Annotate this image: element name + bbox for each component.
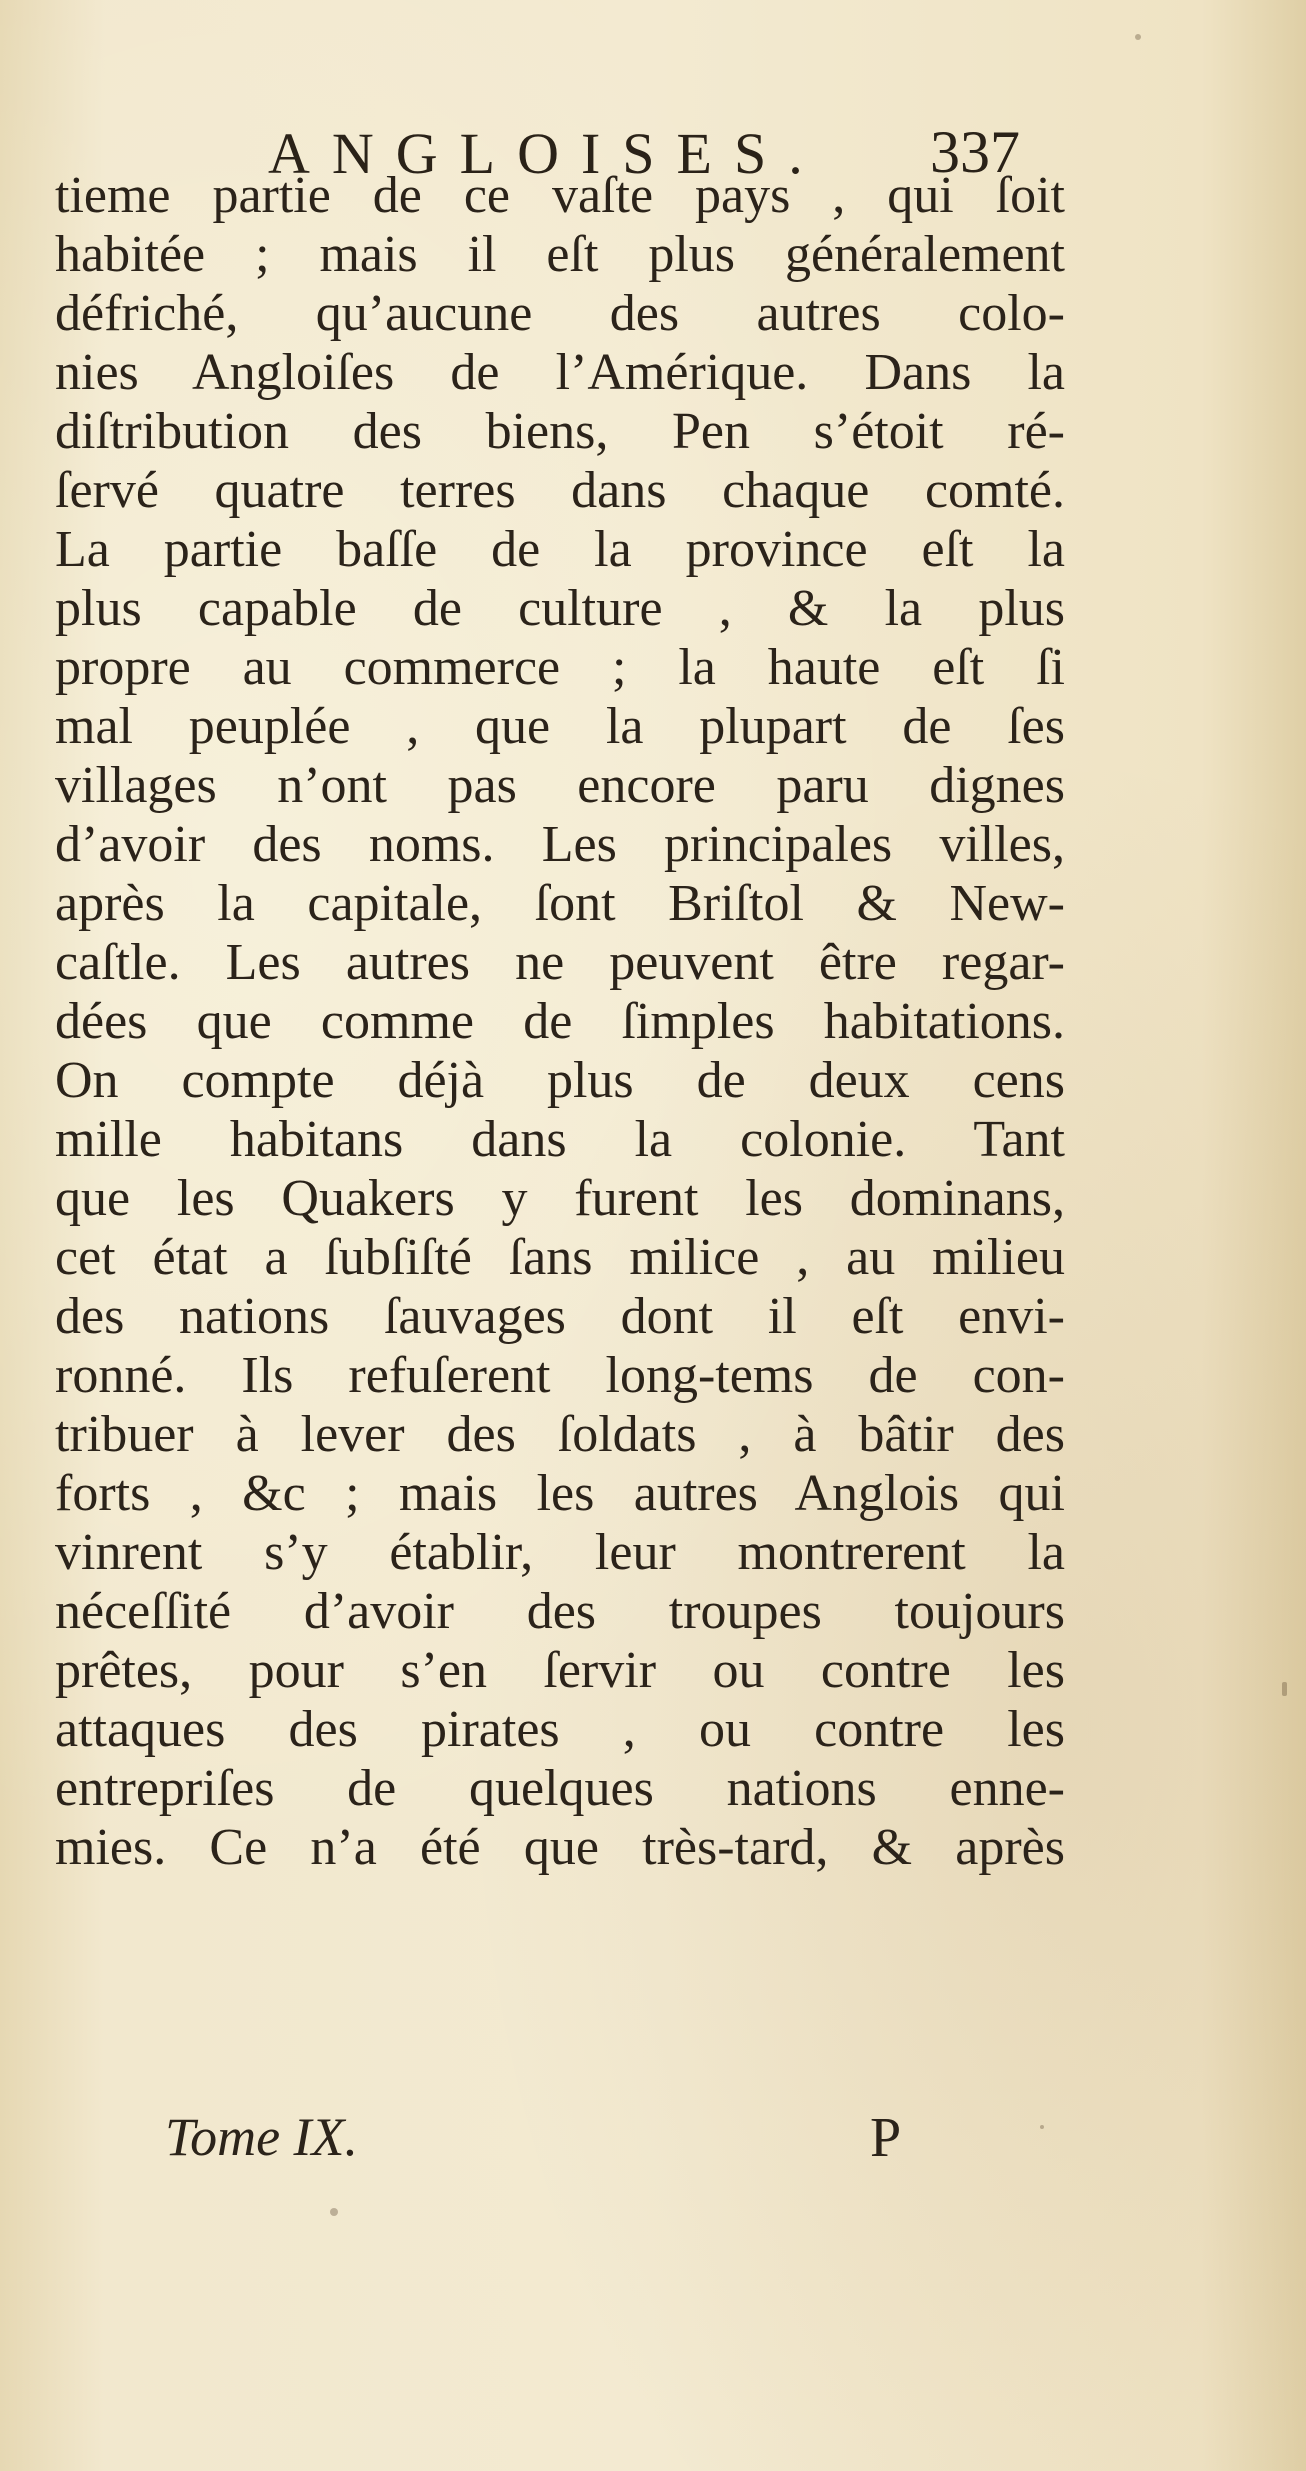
text-line: La partie baſſe de la province eſt la	[55, 521, 1065, 578]
text-line: dées que comme de ſimples habitations.	[55, 993, 1065, 1050]
text-line: cet état a ſubſiſté ſans milice , au milieu	[55, 1229, 1065, 1286]
body-text	[55, 166, 1065, 1877]
text-line: après la capitale, ſont Briſtol & New-	[55, 875, 1065, 932]
text-line: néceſſité d’avoir des troupes toujours	[55, 1583, 1065, 1640]
text-line: que les Quakers y furent les dominans,	[55, 1170, 1065, 1227]
text-line: mal peuplée , que la plupart de ſes	[55, 698, 1065, 755]
text-line: mille habitans dans la colonie. Tant	[55, 1111, 1065, 1168]
text-line: vinrent s’y établir, leur montrerent la	[55, 1524, 1065, 1581]
text-line: tieme partie de ce vaſte pays , qui ſoit	[55, 167, 1065, 224]
text-line: On compte déjà plus de deux cens	[55, 1052, 1065, 1109]
text-line: nies Angloiſes de l’Amérique. Dans la	[55, 344, 1065, 401]
page-number: 337	[930, 119, 1020, 185]
volume-label: Tome IX.	[165, 2107, 359, 2167]
text-line: prêtes, pour s’en ſervir ou contre les	[55, 1642, 1065, 1699]
text-line: villages n’ont pas encore paru dignes	[55, 757, 1065, 814]
text-line: ronné. Ils refuſerent long-tems de con-	[55, 1347, 1065, 1404]
text-line: entrepriſes de quelques nations enne-	[55, 1760, 1065, 1817]
text-line: d’avoir des noms. Les principales villes,	[55, 816, 1065, 873]
text-line: mies. Ce n’a été que très-tard, & après	[55, 1819, 1065, 1876]
text-line: forts , &c ; mais les autres Anglois qui	[55, 1465, 1065, 1522]
text-line: propre au commerce ; la haute eſt ſi	[55, 639, 1065, 696]
text-line: des nations ſauvages dont il eſt envi-	[55, 1288, 1065, 1345]
text-line: tribuer à lever des ſoldats , à bâtir des	[55, 1406, 1065, 1463]
paper-speck	[1282, 1682, 1287, 1696]
text-line: défriché, qu’aucune des autres colo-	[55, 285, 1065, 342]
paper-speck	[1135, 34, 1141, 40]
text-line: ſervé quatre terres dans chaque comté.	[55, 462, 1065, 519]
running-head: ANGLOISES.	[268, 121, 825, 186]
text-line: habitée ; mais il eſt plus généralement	[55, 226, 1065, 283]
text-line: caſtle. Les autres ne peuvent être regar-	[55, 934, 1065, 991]
paper-speck	[330, 2208, 338, 2216]
text-line: plus capable de culture , & la plus	[55, 580, 1065, 637]
text-line: diſtribution des biens, Pen s’étoit ré-	[55, 403, 1065, 460]
paper-speck	[1040, 2125, 1044, 2129]
signature-mark: P	[870, 2107, 902, 2169]
text-line: attaques des pirates , ou contre les	[55, 1701, 1065, 1758]
